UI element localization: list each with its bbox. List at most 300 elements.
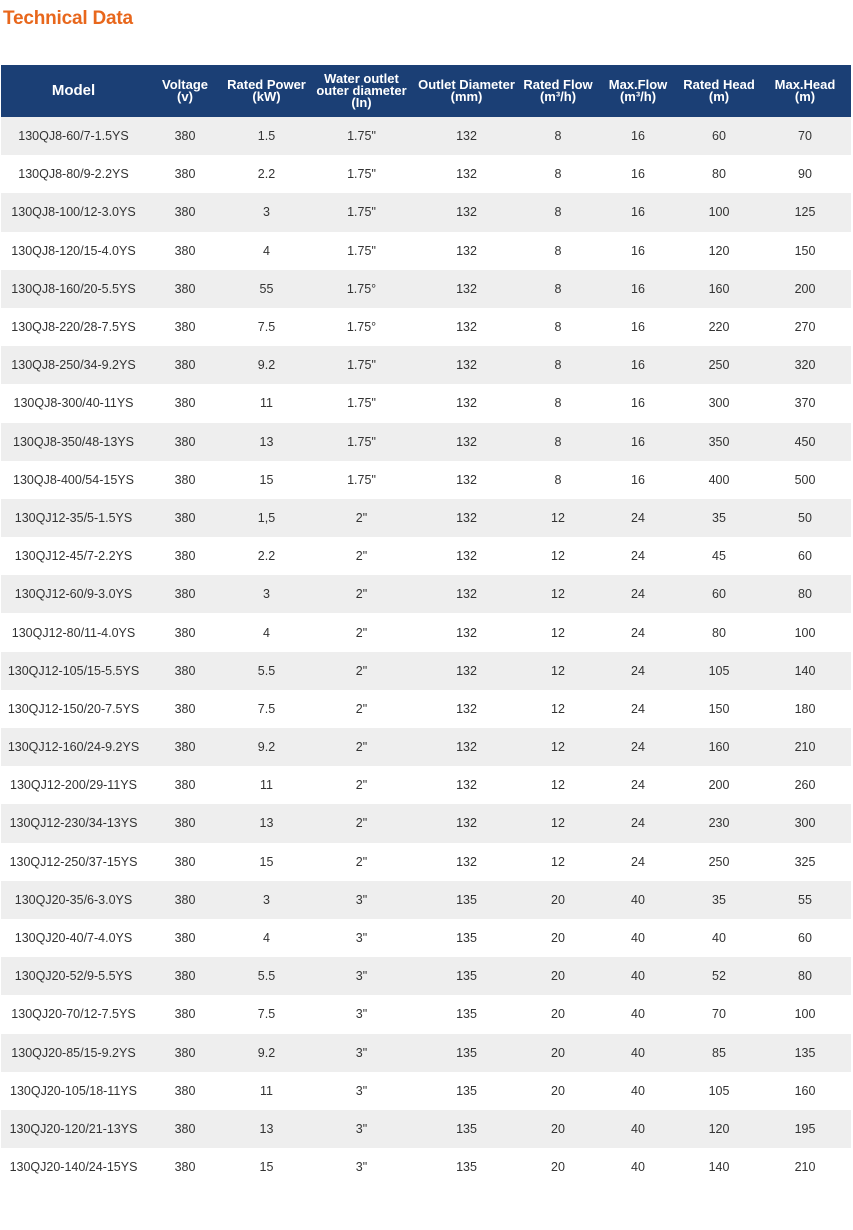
cell-max-flow: 40 (597, 1072, 679, 1110)
cell-rated-head: 400 (679, 461, 759, 499)
cell-voltage: 380 (146, 881, 224, 919)
table-row (1, 843, 851, 881)
cell-outlet-diameter: 132 (414, 384, 519, 422)
cell-water-outlet-outer-diameter: 3" (309, 1110, 414, 1148)
cell-rated-flow: 12 (519, 690, 597, 728)
cell-rated-flow: 12 (519, 575, 597, 613)
cell-outlet-diameter: 132 (414, 461, 519, 499)
cell-outlet-diameter: 135 (414, 1072, 519, 1110)
table-row (1, 232, 851, 270)
column-header-water-outlet-outer-diameter (309, 65, 414, 117)
technical-data-table (1, 65, 851, 1186)
table-row (1, 957, 851, 995)
cell-rated-head: 60 (679, 117, 759, 155)
cell-rated-head: 200 (679, 766, 759, 804)
cell-model: 130QJ12-150/20-7.5YS (1, 690, 146, 728)
cell-rated-power: 3 (224, 881, 309, 919)
cell-max-flow: 24 (597, 652, 679, 690)
cell-max-head: 270 (759, 308, 851, 346)
cell-water-outlet-outer-diameter: 1.75° (309, 270, 414, 308)
cell-outlet-diameter: 132 (414, 575, 519, 613)
cell-model: 130QJ8-220/28-7.5YS (1, 308, 146, 346)
cell-rated-flow: 12 (519, 766, 597, 804)
cell-max-flow: 40 (597, 957, 679, 995)
cell-max-head: 200 (759, 270, 851, 308)
cell-outlet-diameter: 132 (414, 537, 519, 575)
cell-max-head: 140 (759, 652, 851, 690)
cell-voltage: 380 (146, 232, 224, 270)
cell-rated-head: 300 (679, 384, 759, 422)
cell-voltage: 380 (146, 843, 224, 881)
table-row (1, 881, 851, 919)
table-row (1, 384, 851, 422)
cell-max-head: 90 (759, 155, 851, 193)
cell-rated-flow: 8 (519, 384, 597, 422)
cell-outlet-diameter: 135 (414, 919, 519, 957)
cell-rated-flow: 20 (519, 1034, 597, 1072)
cell-model: 130QJ12-230/34-13YS (1, 804, 146, 842)
cell-rated-flow: 8 (519, 346, 597, 384)
cell-water-outlet-outer-diameter: 1.75" (309, 423, 414, 461)
column-header-max-flow (597, 65, 679, 117)
table-row (1, 690, 851, 728)
cell-voltage: 380 (146, 461, 224, 499)
cell-rated-flow: 12 (519, 728, 597, 766)
cell-rated-power: 15 (224, 1148, 309, 1186)
cell-rated-power: 7.5 (224, 308, 309, 346)
cell-max-flow: 24 (597, 843, 679, 881)
cell-outlet-diameter: 132 (414, 766, 519, 804)
cell-rated-power: 9.2 (224, 346, 309, 384)
cell-rated-flow: 8 (519, 270, 597, 308)
cell-water-outlet-outer-diameter: 1.75" (309, 193, 414, 231)
column-header-line: outer diameter (316, 83, 407, 98)
cell-max-head: 180 (759, 690, 851, 728)
cell-outlet-diameter: 132 (414, 652, 519, 690)
column-header-line: Model (51, 82, 96, 99)
cell-rated-flow: 12 (519, 537, 597, 575)
cell-outlet-diameter: 132 (414, 804, 519, 842)
cell-rated-head: 45 (679, 537, 759, 575)
cell-outlet-diameter: 132 (414, 346, 519, 384)
column-header-line: (In) (351, 95, 372, 110)
cell-water-outlet-outer-diameter: 1.75° (309, 308, 414, 346)
cell-water-outlet-outer-diameter: 3" (309, 1148, 414, 1186)
cell-outlet-diameter: 132 (414, 270, 519, 308)
cell-outlet-diameter: 135 (414, 1110, 519, 1148)
cell-rated-power: 11 (224, 384, 309, 422)
cell-voltage: 380 (146, 193, 224, 231)
cell-outlet-diameter: 135 (414, 957, 519, 995)
column-header-line: Water outlet (324, 71, 399, 86)
cell-rated-flow: 8 (519, 461, 597, 499)
column-header-rated-head (679, 65, 759, 117)
cell-rated-flow: 12 (519, 652, 597, 690)
cell-max-head: 135 (759, 1034, 851, 1072)
cell-water-outlet-outer-diameter: 1.75" (309, 232, 414, 270)
cell-voltage: 380 (146, 155, 224, 193)
cell-outlet-diameter: 132 (414, 690, 519, 728)
table-row (1, 1034, 851, 1072)
cell-max-flow: 16 (597, 308, 679, 346)
cell-max-flow: 24 (597, 766, 679, 804)
cell-rated-head: 35 (679, 499, 759, 537)
cell-model: 130QJ20-52/9-5.5YS (1, 957, 146, 995)
cell-water-outlet-outer-diameter: 1.75" (309, 461, 414, 499)
cell-rated-power: 1,5 (224, 499, 309, 537)
cell-rated-flow: 12 (519, 613, 597, 651)
cell-water-outlet-outer-diameter: 1.75" (309, 155, 414, 193)
cell-voltage: 380 (146, 652, 224, 690)
column-header-rated-power (224, 65, 309, 117)
cell-water-outlet-outer-diameter: 1.75" (309, 346, 414, 384)
column-header-line: (kW) (252, 89, 281, 104)
cell-max-flow: 24 (597, 537, 679, 575)
cell-rated-head: 230 (679, 804, 759, 842)
cell-model: 130QJ8-100/12-3.0YS (1, 193, 146, 231)
cell-model: 130QJ12-250/37-15YS (1, 843, 146, 881)
cell-max-flow: 16 (597, 423, 679, 461)
cell-rated-flow: 20 (519, 995, 597, 1033)
cell-rated-power: 9.2 (224, 1034, 309, 1072)
cell-rated-head: 40 (679, 919, 759, 957)
cell-max-flow: 16 (597, 270, 679, 308)
cell-rated-flow: 20 (519, 881, 597, 919)
cell-water-outlet-outer-diameter: 2" (309, 537, 414, 575)
table-row (1, 499, 851, 537)
cell-voltage: 380 (146, 1110, 224, 1148)
column-header-line: (m) (708, 89, 730, 104)
cell-voltage: 380 (146, 308, 224, 346)
cell-water-outlet-outer-diameter: 2" (309, 690, 414, 728)
cell-outlet-diameter: 132 (414, 843, 519, 881)
cell-outlet-diameter: 135 (414, 1034, 519, 1072)
cell-model: 130QJ8-300/40-11YS (1, 384, 146, 422)
cell-rated-flow: 8 (519, 193, 597, 231)
cell-outlet-diameter: 132 (414, 423, 519, 461)
cell-model: 130QJ12-60/9-3.0YS (1, 575, 146, 613)
column-header-rated-flow (519, 65, 597, 117)
cell-rated-head: 160 (679, 270, 759, 308)
cell-max-flow: 40 (597, 1148, 679, 1186)
cell-voltage: 380 (146, 1034, 224, 1072)
cell-rated-power: 3 (224, 193, 309, 231)
column-header-line: (v) (177, 89, 193, 104)
cell-water-outlet-outer-diameter: 3" (309, 919, 414, 957)
cell-max-head: 60 (759, 537, 851, 575)
page-title: Technical Data (3, 8, 133, 29)
cell-max-flow: 16 (597, 346, 679, 384)
cell-max-flow: 24 (597, 804, 679, 842)
cell-voltage: 380 (146, 423, 224, 461)
cell-rated-head: 105 (679, 1072, 759, 1110)
cell-rated-power: 4 (224, 232, 309, 270)
cell-water-outlet-outer-diameter: 3" (309, 995, 414, 1033)
cell-model: 130QJ12-80/11-4.0YS (1, 613, 146, 651)
cell-max-head: 325 (759, 843, 851, 881)
column-header-line: (m) (794, 89, 816, 104)
cell-water-outlet-outer-diameter: 2" (309, 499, 414, 537)
cell-max-head: 320 (759, 346, 851, 384)
cell-rated-power: 5.5 (224, 957, 309, 995)
cell-model: 130QJ8-80/9-2.2YS (1, 155, 146, 193)
cell-rated-head: 60 (679, 575, 759, 613)
cell-rated-power: 2.2 (224, 155, 309, 193)
cell-max-head: 450 (759, 423, 851, 461)
cell-rated-head: 100 (679, 193, 759, 231)
cell-max-head: 500 (759, 461, 851, 499)
column-header-max-head (759, 65, 851, 117)
cell-water-outlet-outer-diameter: 2" (309, 728, 414, 766)
cell-rated-power: 5.5 (224, 652, 309, 690)
cell-max-flow: 40 (597, 1110, 679, 1148)
cell-outlet-diameter: 132 (414, 728, 519, 766)
cell-rated-head: 140 (679, 1148, 759, 1186)
cell-model: 130QJ20-40/7-4.0YS (1, 919, 146, 957)
cell-rated-flow: 20 (519, 1148, 597, 1186)
table-body (1, 117, 851, 1186)
cell-model: 130QJ20-35/6-3.0YS (1, 881, 146, 919)
cell-model: 130QJ12-45/7-2.2YS (1, 537, 146, 575)
cell-max-head: 100 (759, 613, 851, 651)
column-header-line: Max.Head (774, 77, 836, 92)
column-header-line: (mm) (450, 89, 483, 104)
cell-outlet-diameter: 132 (414, 155, 519, 193)
cell-model: 130QJ20-140/24-15YS (1, 1148, 146, 1186)
cell-rated-head: 120 (679, 1110, 759, 1148)
cell-rated-flow: 12 (519, 804, 597, 842)
cell-outlet-diameter: 132 (414, 308, 519, 346)
table-row (1, 995, 851, 1033)
cell-rated-power: 4 (224, 613, 309, 651)
cell-rated-head: 160 (679, 728, 759, 766)
cell-rated-head: 250 (679, 346, 759, 384)
table-row (1, 537, 851, 575)
column-header-voltage (146, 65, 224, 117)
table-row (1, 1148, 851, 1186)
table-row (1, 308, 851, 346)
cell-rated-head: 150 (679, 690, 759, 728)
cell-rated-flow: 20 (519, 919, 597, 957)
cell-max-flow: 16 (597, 117, 679, 155)
table-row (1, 117, 851, 155)
cell-max-head: 195 (759, 1110, 851, 1148)
cell-max-head: 210 (759, 728, 851, 766)
cell-rated-power: 4 (224, 919, 309, 957)
cell-rated-power: 2.2 (224, 537, 309, 575)
cell-max-flow: 16 (597, 155, 679, 193)
cell-rated-flow: 8 (519, 117, 597, 155)
cell-outlet-diameter: 132 (414, 613, 519, 651)
cell-rated-power: 55 (224, 270, 309, 308)
cell-voltage: 380 (146, 995, 224, 1033)
cell-rated-flow: 20 (519, 1110, 597, 1148)
cell-max-head: 125 (759, 193, 851, 231)
cell-rated-power: 11 (224, 1072, 309, 1110)
cell-outlet-diameter: 135 (414, 881, 519, 919)
cell-max-flow: 40 (597, 1034, 679, 1072)
cell-voltage: 380 (146, 957, 224, 995)
table-row (1, 804, 851, 842)
table-row (1, 461, 851, 499)
cell-water-outlet-outer-diameter: 3" (309, 957, 414, 995)
column-header-line: Rated Power (227, 77, 306, 92)
cell-rated-flow: 8 (519, 155, 597, 193)
cell-rated-head: 105 (679, 652, 759, 690)
table-row (1, 728, 851, 766)
cell-model: 130QJ8-120/15-4.0YS (1, 232, 146, 270)
cell-water-outlet-outer-diameter: 2" (309, 843, 414, 881)
cell-voltage: 380 (146, 690, 224, 728)
cell-max-flow: 40 (597, 919, 679, 957)
table-header-row (1, 65, 851, 117)
cell-voltage: 380 (146, 117, 224, 155)
cell-model: 130QJ12-200/29-11YS (1, 766, 146, 804)
cell-outlet-diameter: 132 (414, 232, 519, 270)
cell-water-outlet-outer-diameter: 2" (309, 652, 414, 690)
table-row (1, 766, 851, 804)
table-row (1, 155, 851, 193)
cell-water-outlet-outer-diameter: 3" (309, 1072, 414, 1110)
cell-max-head: 260 (759, 766, 851, 804)
cell-model: 130QJ12-35/5-1.5YS (1, 499, 146, 537)
cell-voltage: 380 (146, 575, 224, 613)
cell-max-flow: 16 (597, 193, 679, 231)
cell-voltage: 380 (146, 804, 224, 842)
cell-water-outlet-outer-diameter: 2" (309, 613, 414, 651)
cell-rated-head: 35 (679, 881, 759, 919)
cell-rated-flow: 8 (519, 423, 597, 461)
cell-rated-flow: 8 (519, 308, 597, 346)
cell-max-head: 50 (759, 499, 851, 537)
cell-model: 130QJ20-70/12-7.5YS (1, 995, 146, 1033)
cell-model: 130QJ12-105/15-5.5YS (1, 652, 146, 690)
cell-rated-power: 15 (224, 843, 309, 881)
cell-outlet-diameter: 132 (414, 499, 519, 537)
cell-rated-power: 15 (224, 461, 309, 499)
cell-max-head: 60 (759, 919, 851, 957)
cell-rated-power: 7.5 (224, 690, 309, 728)
cell-voltage: 380 (146, 270, 224, 308)
cell-water-outlet-outer-diameter: 2" (309, 766, 414, 804)
table-row (1, 652, 851, 690)
cell-max-flow: 24 (597, 728, 679, 766)
cell-voltage: 380 (146, 384, 224, 422)
column-header-outlet-diameter (414, 65, 519, 117)
column-header-line: (m³/h) (619, 89, 657, 104)
cell-max-head: 70 (759, 117, 851, 155)
cell-max-head: 150 (759, 232, 851, 270)
cell-max-flow: 16 (597, 232, 679, 270)
column-header-line: Rated Flow (523, 77, 593, 92)
cell-outlet-diameter: 132 (414, 193, 519, 231)
column-header-line: Voltage (162, 77, 208, 92)
cell-voltage: 380 (146, 766, 224, 804)
cell-max-head: 160 (759, 1072, 851, 1110)
cell-max-head: 80 (759, 575, 851, 613)
cell-max-head: 370 (759, 384, 851, 422)
cell-model: 130QJ12-160/24-9.2YS (1, 728, 146, 766)
cell-water-outlet-outer-diameter: 2" (309, 804, 414, 842)
cell-model: 130QJ20-120/21-13YS (1, 1110, 146, 1148)
cell-rated-power: 13 (224, 423, 309, 461)
cell-model: 130QJ20-105/18-11YS (1, 1072, 146, 1110)
cell-rated-power: 1.5 (224, 117, 309, 155)
cell-water-outlet-outer-diameter: 3" (309, 881, 414, 919)
cell-max-head: 100 (759, 995, 851, 1033)
table-row (1, 919, 851, 957)
table-row (1, 270, 851, 308)
cell-model: 130QJ8-400/54-15YS (1, 461, 146, 499)
cell-model: 130QJ8-350/48-13YS (1, 423, 146, 461)
cell-max-flow: 24 (597, 613, 679, 651)
cell-rated-head: 80 (679, 155, 759, 193)
cell-max-head: 300 (759, 804, 851, 842)
column-header-line: Outlet Diameter (418, 77, 515, 92)
table-row (1, 575, 851, 613)
cell-rated-head: 52 (679, 957, 759, 995)
cell-water-outlet-outer-diameter: 1.75" (309, 384, 414, 422)
cell-rated-flow: 12 (519, 843, 597, 881)
cell-voltage: 380 (146, 346, 224, 384)
table-row (1, 1072, 851, 1110)
cell-rated-power: 9.2 (224, 728, 309, 766)
column-header-line: Rated Head (683, 77, 755, 92)
cell-rated-head: 80 (679, 613, 759, 651)
cell-rated-flow: 12 (519, 499, 597, 537)
cell-max-flow: 24 (597, 499, 679, 537)
cell-model: 130QJ8-160/20-5.5YS (1, 270, 146, 308)
cell-model: 130QJ20-85/15-9.2YS (1, 1034, 146, 1072)
cell-rated-flow: 20 (519, 1072, 597, 1110)
table-row (1, 346, 851, 384)
table-row (1, 1110, 851, 1148)
cell-rated-power: 13 (224, 1110, 309, 1148)
column-header-line: Max.Flow (608, 77, 668, 92)
cell-max-head: 55 (759, 881, 851, 919)
cell-rated-power: 13 (224, 804, 309, 842)
cell-max-head: 80 (759, 957, 851, 995)
table-row (1, 613, 851, 651)
cell-rated-power: 11 (224, 766, 309, 804)
cell-rated-head: 120 (679, 232, 759, 270)
cell-max-flow: 40 (597, 995, 679, 1033)
cell-max-flow: 40 (597, 881, 679, 919)
cell-rated-head: 350 (679, 423, 759, 461)
cell-rated-flow: 20 (519, 957, 597, 995)
cell-max-flow: 24 (597, 690, 679, 728)
cell-voltage: 380 (146, 728, 224, 766)
cell-rated-power: 7.5 (224, 995, 309, 1033)
cell-rated-head: 85 (679, 1034, 759, 1072)
cell-rated-head: 250 (679, 843, 759, 881)
cell-voltage: 380 (146, 499, 224, 537)
table-row (1, 193, 851, 231)
cell-water-outlet-outer-diameter: 1.75" (309, 117, 414, 155)
cell-outlet-diameter: 135 (414, 1148, 519, 1186)
cell-water-outlet-outer-diameter: 3" (309, 1034, 414, 1072)
cell-max-head: 210 (759, 1148, 851, 1186)
cell-model: 130QJ8-250/34-9.2YS (1, 346, 146, 384)
cell-water-outlet-outer-diameter: 2" (309, 575, 414, 613)
cell-voltage: 380 (146, 1072, 224, 1110)
cell-outlet-diameter: 135 (414, 995, 519, 1033)
cell-voltage: 380 (146, 1148, 224, 1186)
table-row (1, 423, 851, 461)
cell-voltage: 380 (146, 613, 224, 651)
cell-rated-head: 220 (679, 308, 759, 346)
cell-outlet-diameter: 132 (414, 117, 519, 155)
